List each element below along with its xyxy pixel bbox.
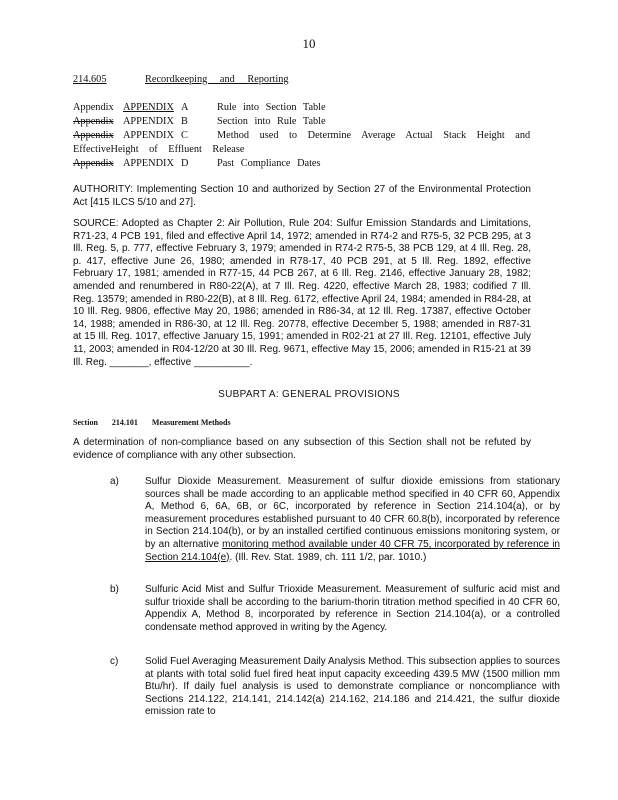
- appendix-new-label: APPENDIX: [123, 130, 174, 141]
- item-a-text: [145, 476, 560, 564]
- item-label-b: b): [110, 584, 119, 595]
- appendix-old-label: Appendix: [73, 116, 114, 127]
- section-number: 214.101: [111, 418, 138, 427]
- authority-note: AUTHORITY: Implementing Section 10 and authorized by Section 27 of the Environmental Protection Act [415 ILCS 5/10 and 27].: [73, 184, 531, 208]
- part-title: Recordkeeping and Reporting: [145, 74, 289, 85]
- item-a-citation: . (Ill. Rev. Stat. 1989, ch. 111 1/2, par. 1010.): [229, 551, 427, 563]
- appendix-row-b: [73, 116, 326, 127]
- section-label: Section: [73, 418, 98, 427]
- appendix-old-label: Appendix: [73, 102, 114, 113]
- appendix-old-label: Appendix: [73, 158, 114, 169]
- part-number: 214.605: [73, 74, 107, 85]
- page-number: 10: [302, 36, 316, 51]
- section-title: Measurement Methods: [151, 418, 231, 427]
- source-note: SOURCE: Adopted as Chapter 2: Air Pollution, Rule 204: Sulfur Emission Standards and Limitations, R71-23, 4 PCB 191, filed and effective April 14, 1972; amended in R74-2 and R75-5, 32 PCB 295, at 3 Ill. Reg. 5, p. 777, effective February 3, 1979; amended in R74-2 R75-5, 38 PCB 129, at 4 Ill. Reg. 28, p. 417, effective June 26, 1980; amended in R78-17, 40 PCB 291, at 5 Ill. Reg. 1892, effective February 17, 1981; amended in R77-15, 44 PCB 267, at 6 Ill. Reg. 2146, effective January 28, 1982; amended and renumbered in R80-22(A), at 7 Ill. Reg. 4220, effective March 28, 1983; codified 7 Ill. Reg. 13579; amended in R80-22(B), at 8 Ill. Reg. 6172, effective April 24, 1984; amended in R84-28, at 10 Ill. Reg. 9806, effective May 20, 1986; amended in R86-34, at 12 Ill. Reg. 17387, effective October 14, 1988; amended in R86-30, at 12 Ill. Reg. 20778, effective December 5, 1988; amended in R87-31 at 15 Ill. Reg. 1017, effective January 15, 1991; amended in R02-21 at 27 Ill. Reg. 12101, effective July 11, 2003; amended in R04-12/20 at 30 Ill. Reg. 9671, effective May 15, 2006; amended in R15-21 at 39 Ill. Reg. _______, effective __________.: [73, 218, 531, 368]
- item-label-c: c): [110, 656, 119, 667]
- item-c-text: Solid Fuel Averaging Measurement Daily Analysis Method. This subsection applies to sources at plants with total solid fuel fired heat input capacity exceeding 439.5 MW (1500 million mm Btu/hr). If daily fuel analysis is used to demonstrate compliance or noncompliance with Sections 214.122, 214.141, 214.142(a) 214.162, 214.186 and 214.421, the sulfur dioxide emission rate to: [145, 656, 560, 718]
- item-label-a: a): [110, 476, 119, 487]
- appendix-new-label: APPENDIX: [123, 102, 174, 113]
- appendix-new-label: APPENDIX: [123, 116, 174, 127]
- subpart-heading: SUBPART A: GENERAL PROVISIONS: [218, 389, 400, 400]
- appendix-row-a: [73, 102, 326, 113]
- part-heading: [73, 74, 289, 85]
- appendix-letter: A: [181, 102, 189, 113]
- appendix-title: Past Compliance Dates: [217, 158, 321, 169]
- appendix-old-label: Appendix: [73, 130, 114, 141]
- appendix-title: Rule into Section Table: [217, 102, 326, 113]
- appendix-title: Method used to Determine Average Actual Stack Height and: [217, 130, 531, 141]
- appendix-row-c: [73, 130, 530, 141]
- appendix-title-continued: EffectiveHeight of Effluent Release: [73, 144, 245, 155]
- appendix-letter: B: [181, 116, 188, 127]
- item-b-text: Sulfuric Acid Mist and Sulfur Trioxide Measurement. Measurement of sulfuric acid mist and sulfur trioxide shall be according to the barium-thorin titration method specified in 40 CFR 60, Appendix A, Method 8, incorporated by reference in Section 214.104(a), or a controlled condensate method approved in writing by the Agency.: [145, 584, 560, 633]
- appendix-letter: D: [181, 158, 189, 169]
- appendix-row-c-continued: [73, 144, 244, 155]
- appendix-title: Section into Rule Table: [217, 116, 326, 127]
- item-a-added-text: monitoring method available under 40 CFR 75, incorporated by reference in Section 214.104(e): [145, 538, 560, 563]
- item-a-body: Sulfur Dioxide Measurement. Measurement of sulfur dioxide emissions from stationary sources shall be made according to an applicable method specified in 40 CFR 60, Appendix A, Method 6, 6A, 6B, or 6C, incorporated by reference in Section 214.104(a), or by measurement procedures established pursuant to 40 CFR 60.8(b), incorporated by reference in Section 214.104(b), or by an installed certified continuous emissions monitoring system, or by an alternative: [145, 476, 560, 550]
- section-heading: [73, 418, 231, 427]
- appendix-row-d: [73, 158, 321, 169]
- appendix-new-label: APPENDIX: [123, 158, 174, 169]
- appendix-letter: C: [181, 130, 188, 141]
- section-intro: A determination of non-compliance based on any subsection of this Section shall not be refuted by evidence of compliance with any other subsection.: [73, 437, 531, 461]
